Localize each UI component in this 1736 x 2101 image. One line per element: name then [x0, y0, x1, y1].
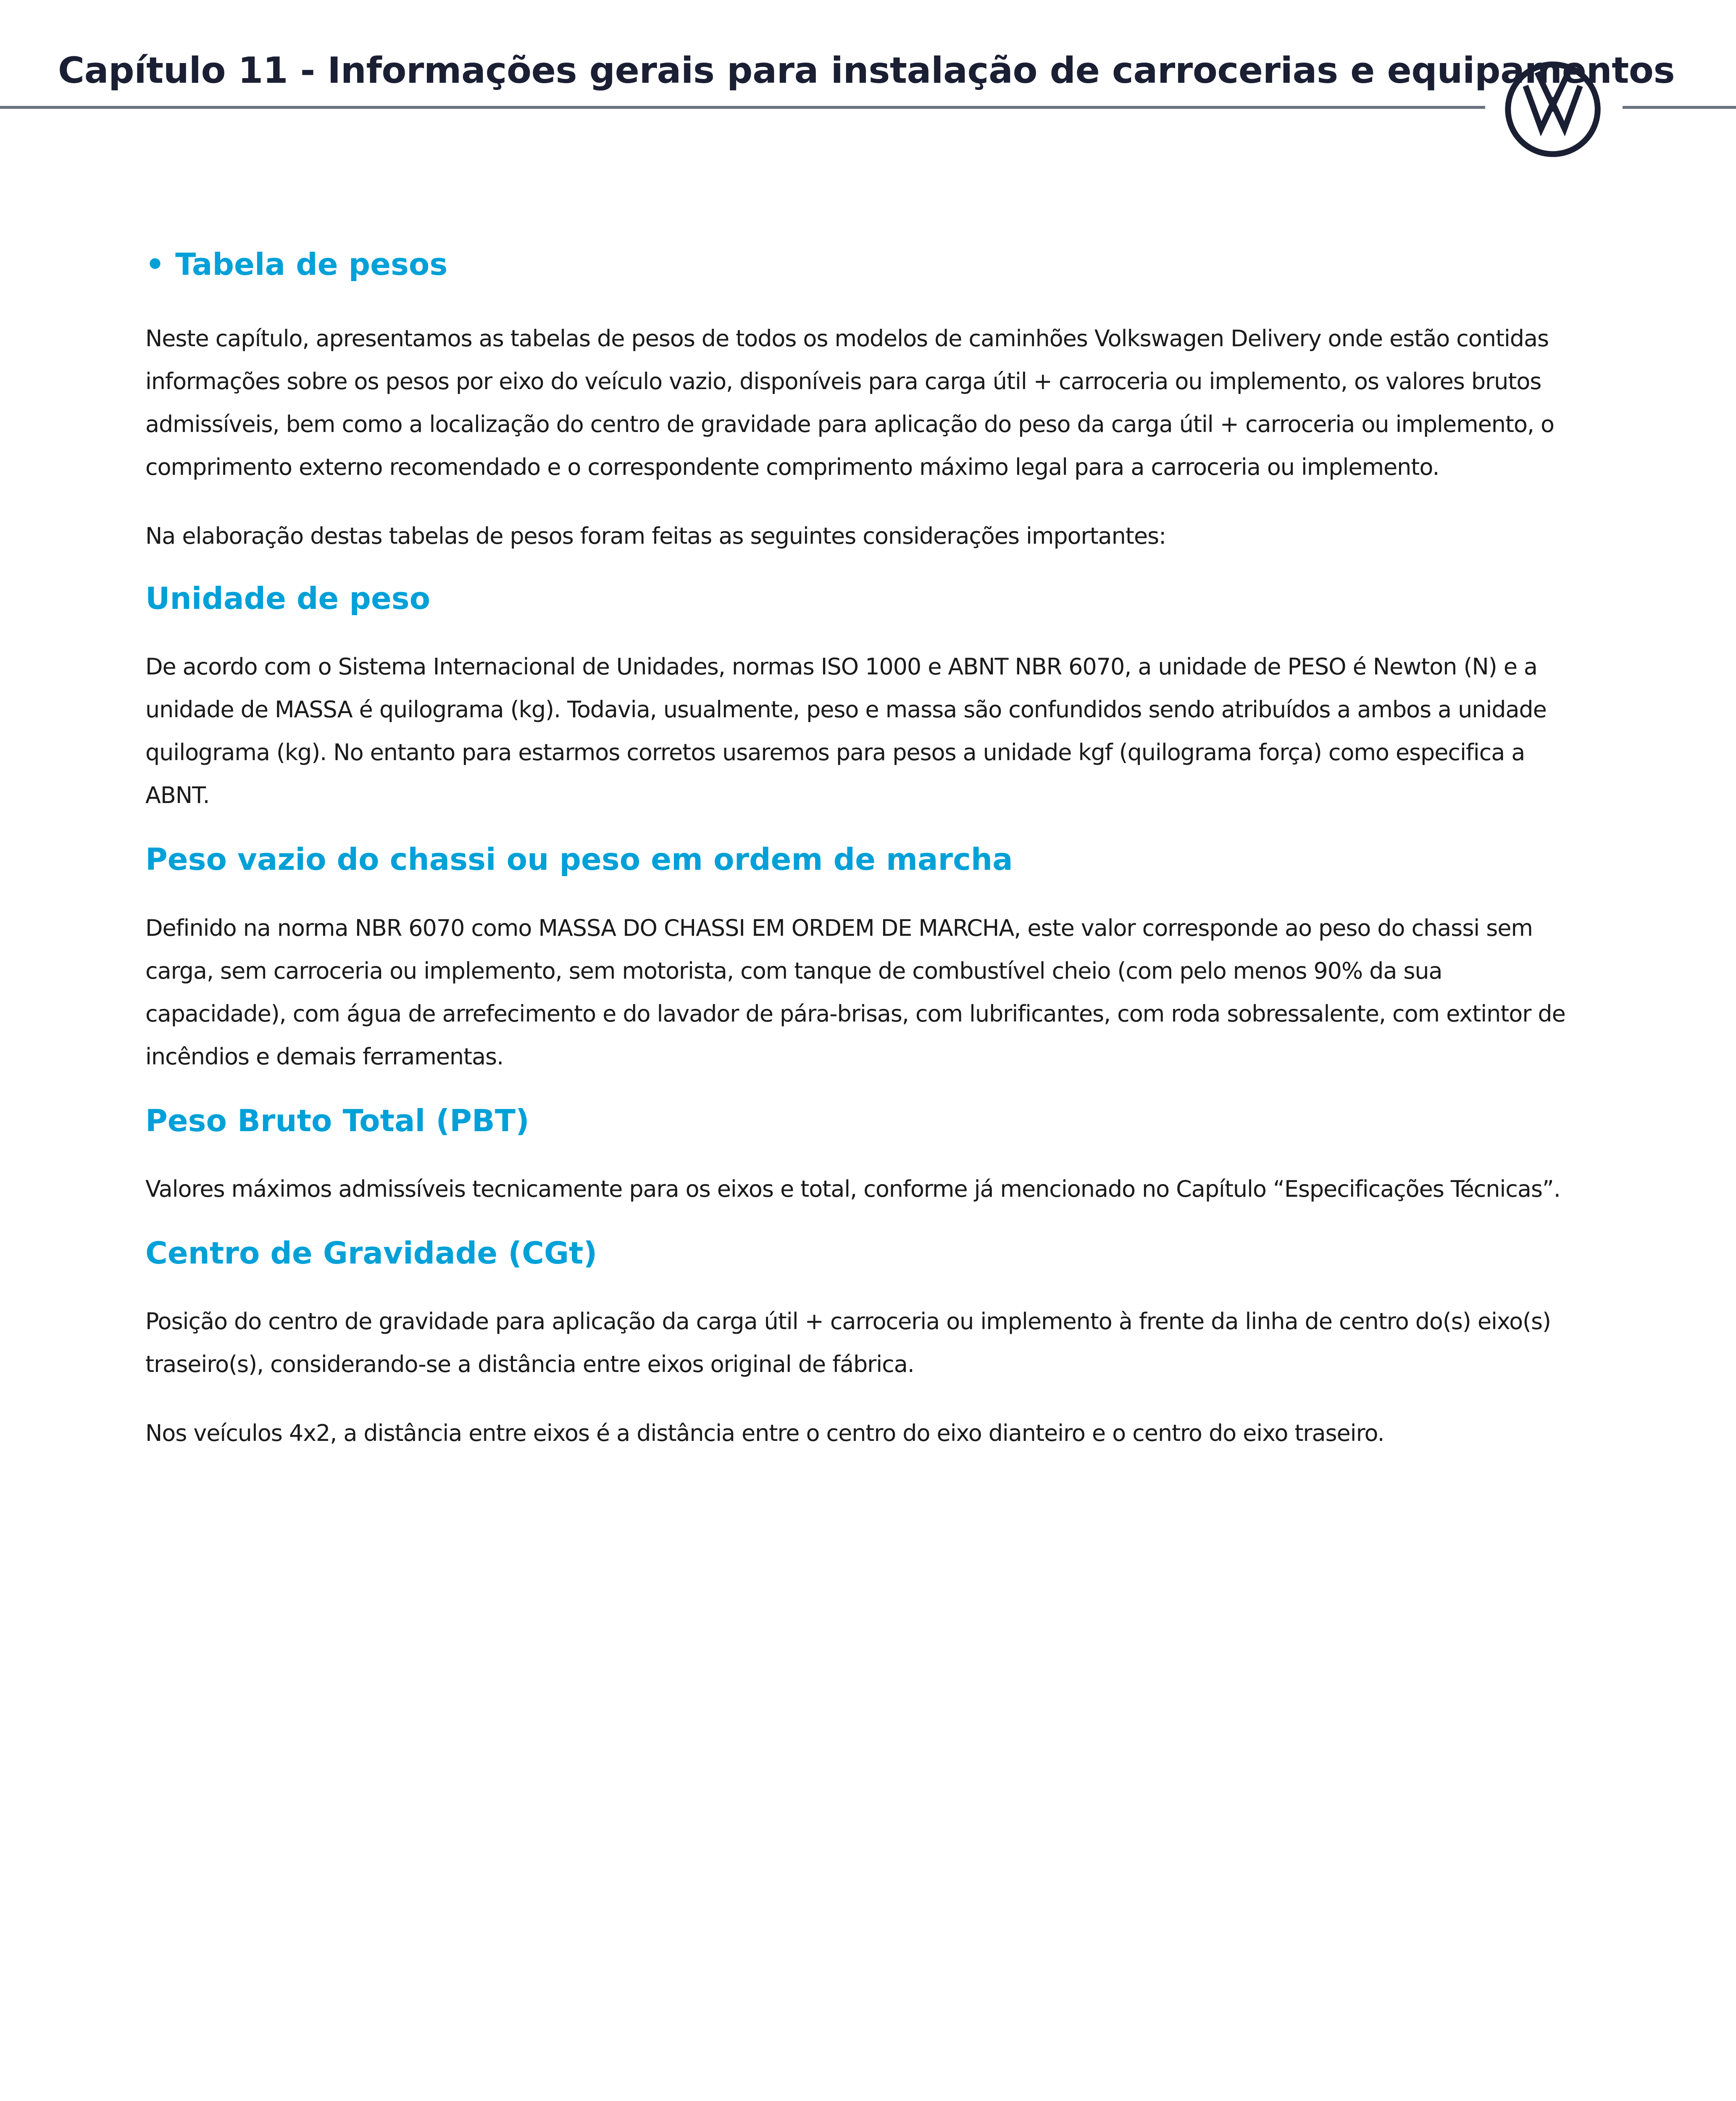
paragraph-peso-vazio: Definido na norma NBR 6070 como MASSA DO CHASSI EM ORDEM DE MARCHA, este valor corresponde ao peso do chassi sem carga, sem carroceria ou implemento, sem motorista, com tanque de combustível cheio (com pelo menos 90% da sua capacidade), com água de arrefecimento e do lavador de pára-brisas, com lubrificantes, com roda sobressalente, com extintor de incêndios e demais ferramentas. — [145, 914, 1565, 1070]
subsection-title-peso-vazio: Peso vazio do chassi ou peso em ordem de marcha — [145, 842, 1013, 877]
header-divider-left — [0, 106, 1485, 109]
subsection-title-pbt: Peso Bruto Total (PBT) — [145, 1103, 529, 1138]
page-header — [0, 0, 1736, 160]
considerations-paragraph: Na elaboração destas tabelas de pesos foram feitas as seguintes considerações importantes: — [145, 523, 1166, 550]
intro-paragraph: Neste capítulo, apresentamos as tabelas de pesos de todos os modelos de caminhões Volkswagen Delivery onde estão contidas informações sobre os pesos por eixo do veículo vazio, disponíveis para carga útil + carroceria ou implemento, os valores brutos admissíveis, bem como a localização do centro de gravidade para aplicação do peso da carga útil + carroceria ou implemento, o comprimento externo recomendado e o correspondente comprimento máximo legal para a carroceria ou implemento. — [145, 325, 1554, 481]
subsection-title-unidade-de-peso: Unidade de peso — [145, 581, 431, 616]
vw-logo-icon — [1504, 61, 1602, 158]
paragraph-pbt: Valores máximos admissíveis tecnicamente para os eixos e total, conforme já mencionado no Capítulo “Especificações Técnicas”. — [145, 1175, 1560, 1202]
paragraph-cgt: Posição do centro de gravidade para aplicação da carga útil + carroceria ou implemento à frente da linha de centro do(s) eixo(s) traseiro(s), considerando-se a distância entre eixos original de fábrica. — [145, 1308, 1551, 1377]
chapter-title: Capítulo 11 - Informações gerais para instalação de carrocerias e equipamentos — [58, 50, 1675, 92]
subsection-title-cgt: Centro de Gravidade (CGt) — [145, 1235, 597, 1271]
paragraph-unidade-de-peso: De acordo com o Sistema Internacional de Unidades, normas ISO 1000 e ABNT NBR 6070, a unidade de PESO é Newton (N) e a unidade de MASSA é quilograma (kg). Todavia, usualmente, peso e massa são confundidos sendo atribuídos a ambos a unidade quilograma (kg). No entanto para estarmos corretos usaremos para pesos a unidade kgf (quilograma força) como especifica a ABNT. — [145, 653, 1547, 809]
section-title: • Tabela de pesos — [145, 247, 448, 282]
main-content — [145, 248, 1582, 1481]
header-divider-right — [1623, 106, 1736, 109]
paragraph-4x2: Nos veículos 4x2, a distância entre eixos é a distância entre o centro do eixo dianteiro e o centro do eixo traseiro. — [145, 1419, 1384, 1446]
